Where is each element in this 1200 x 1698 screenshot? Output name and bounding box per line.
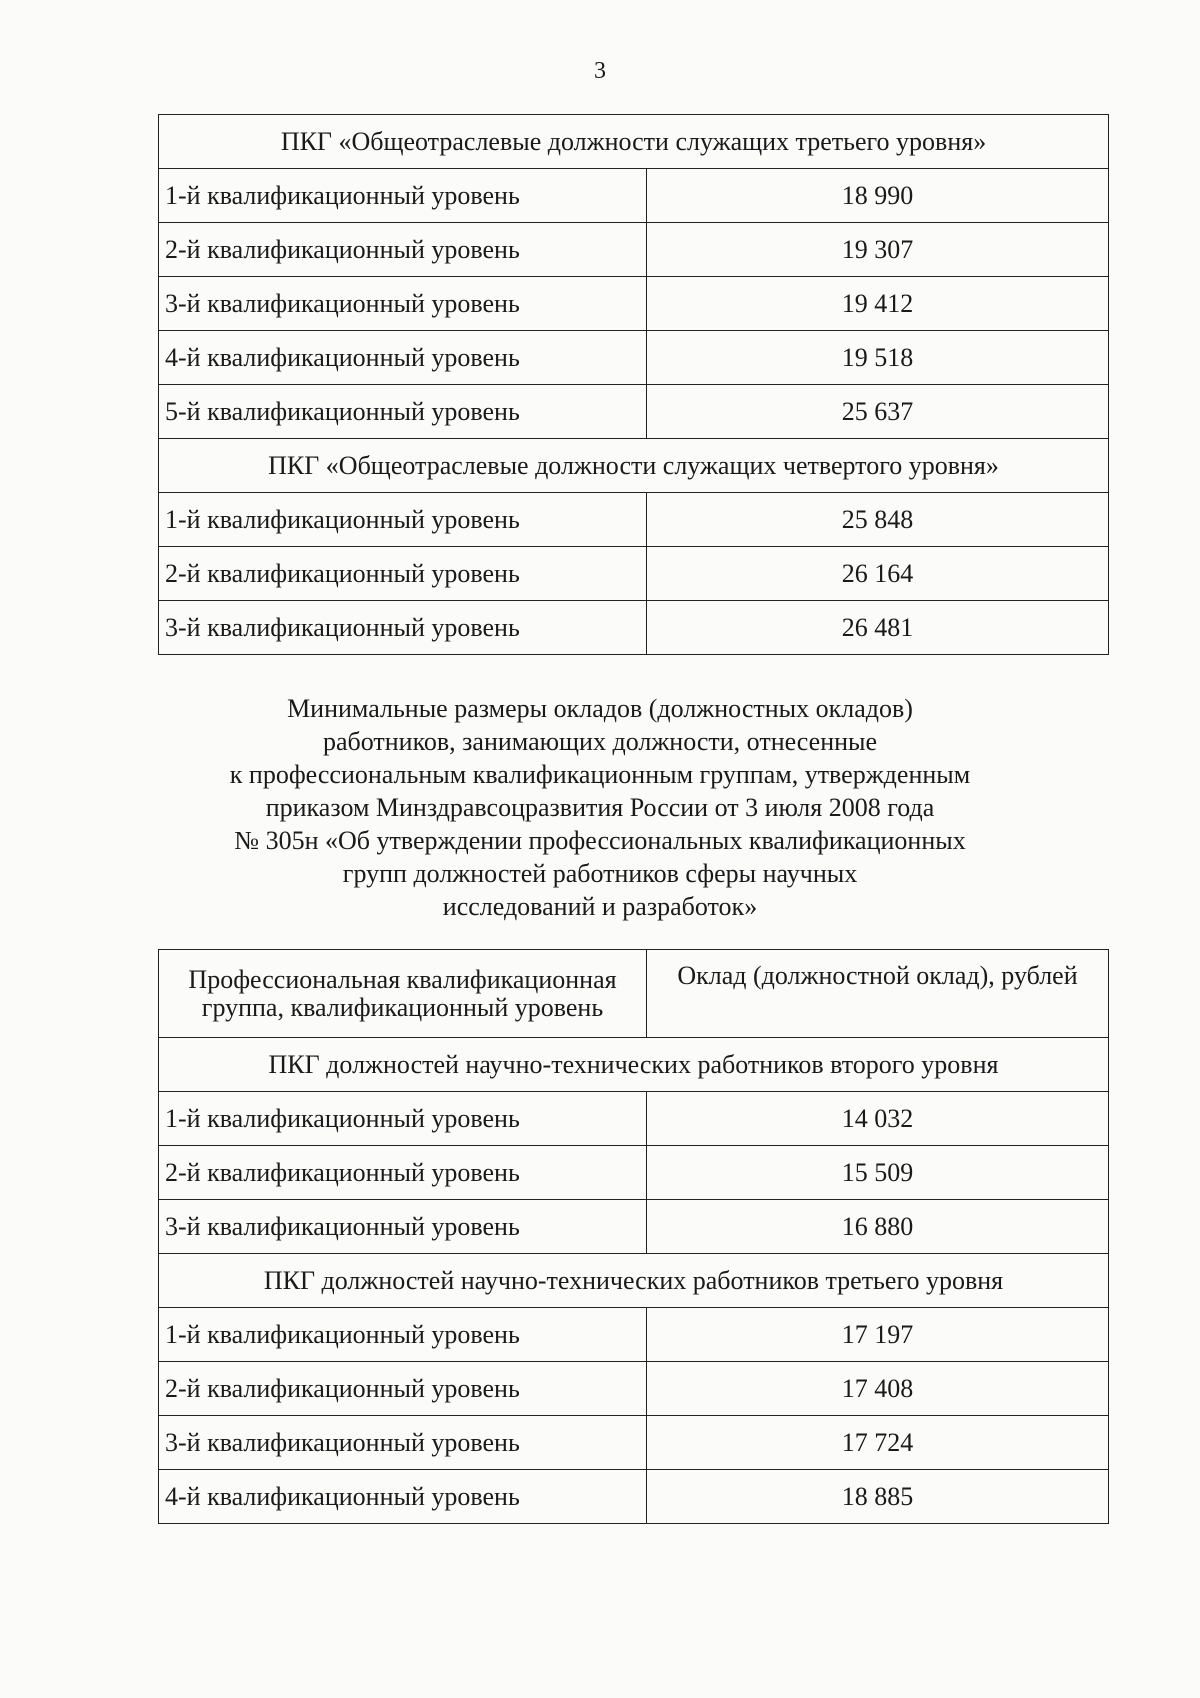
table-row	[159, 547, 1109, 601]
header-cell-salary: Оклад (должностной оклад), рублей	[647, 950, 1109, 1038]
salary-cell: 15 509	[647, 1146, 1109, 1200]
level-cell: 1-й квалификационный уровень	[159, 169, 647, 223]
table-row	[159, 1308, 1109, 1362]
group-title: ПКГ «Общеотраслевые должности служащих третьего уровня»	[159, 115, 1109, 169]
table-row	[159, 1416, 1109, 1470]
salary-cell: 26 481	[647, 601, 1109, 655]
level-cell: 4-й квалификационный уровень	[159, 331, 647, 385]
level-cell: 2-й квалификационный уровень	[159, 1146, 647, 1200]
salary-cell: 18 990	[647, 169, 1109, 223]
level-cell: 2-й квалификационный уровень	[159, 223, 647, 277]
heading-line: к профессиональным квалификационным группам, утвержденным	[229, 760, 971, 789]
table-row	[159, 1146, 1109, 1200]
level-cell: 3-й квалификационный уровень	[159, 1200, 647, 1254]
group-title: ПКГ «Общеотраслевые должности служащих четвертого уровня»	[159, 439, 1109, 493]
group-row	[159, 1038, 1109, 1092]
level-cell: 2-й квалификационный уровень	[159, 547, 647, 601]
group-row	[159, 439, 1109, 493]
salary-cell: 26 164	[647, 547, 1109, 601]
salary-cell: 17 724	[647, 1416, 1109, 1470]
header-line: Профессиональная квалификационная	[188, 964, 617, 994]
table-row	[159, 601, 1109, 655]
header-cell-group	[159, 950, 647, 1038]
group-row	[159, 1254, 1109, 1308]
section-heading	[0, 692, 1200, 923]
table-row	[159, 1362, 1109, 1416]
table-row	[159, 1470, 1109, 1524]
level-cell: 2-й квалификационный уровень	[159, 1362, 647, 1416]
table-row	[159, 385, 1109, 439]
salary-cell: 17 197	[647, 1308, 1109, 1362]
header-line: группа, квалификационный уровень	[201, 992, 604, 1022]
salary-cell: 18 885	[647, 1470, 1109, 1524]
salary-cell: 14 032	[647, 1092, 1109, 1146]
salary-table-research	[158, 949, 1109, 1524]
salary-cell: 25 848	[647, 493, 1109, 547]
table-row	[159, 1092, 1109, 1146]
level-cell: 1-й квалификационный уровень	[159, 1092, 647, 1146]
group-row	[159, 115, 1109, 169]
heading-line: приказом Минздравсоцразвития России от 3 июля 2008 года	[265, 793, 935, 822]
salary-cell: 19 307	[647, 223, 1109, 277]
table-row	[159, 331, 1109, 385]
table-row	[159, 277, 1109, 331]
heading-line: Минимальные размеры окладов (должностных окладов)	[287, 694, 913, 723]
salary-cell: 25 637	[647, 385, 1109, 439]
level-cell: 3-й квалификационный уровень	[159, 601, 647, 655]
heading-line: групп должностей работников сферы научных	[342, 859, 858, 888]
table-row	[159, 493, 1109, 547]
level-cell: 1-й квалификационный уровень	[159, 1308, 647, 1362]
salary-cell: 19 518	[647, 331, 1109, 385]
header-row	[159, 950, 1109, 1038]
salary-cell: 16 880	[647, 1200, 1109, 1254]
heading-line: № 305н «Об утверждении профессиональных квалификационных	[234, 826, 966, 855]
table-row	[159, 169, 1109, 223]
level-cell: 3-й квалификационный уровень	[159, 277, 647, 331]
level-cell: 3-й квалификационный уровень	[159, 1416, 647, 1470]
salary-table-general	[158, 114, 1109, 655]
table-row	[159, 223, 1109, 277]
heading-line: работников, занимающих должности, отнесенные	[322, 727, 878, 756]
group-title: ПКГ должностей научно-технических работников второго уровня	[159, 1038, 1109, 1092]
salary-cell: 19 412	[647, 277, 1109, 331]
salary-cell: 17 408	[647, 1362, 1109, 1416]
level-cell: 4-й квалификационный уровень	[159, 1470, 647, 1524]
table-row	[159, 1200, 1109, 1254]
page-number: 3	[594, 58, 606, 84]
group-title: ПКГ должностей научно-технических работников третьего уровня	[159, 1254, 1109, 1308]
heading-line: исследований и разработок»	[442, 892, 758, 921]
level-cell: 5-й квалификационный уровень	[159, 385, 647, 439]
level-cell: 1-й квалификационный уровень	[159, 493, 647, 547]
